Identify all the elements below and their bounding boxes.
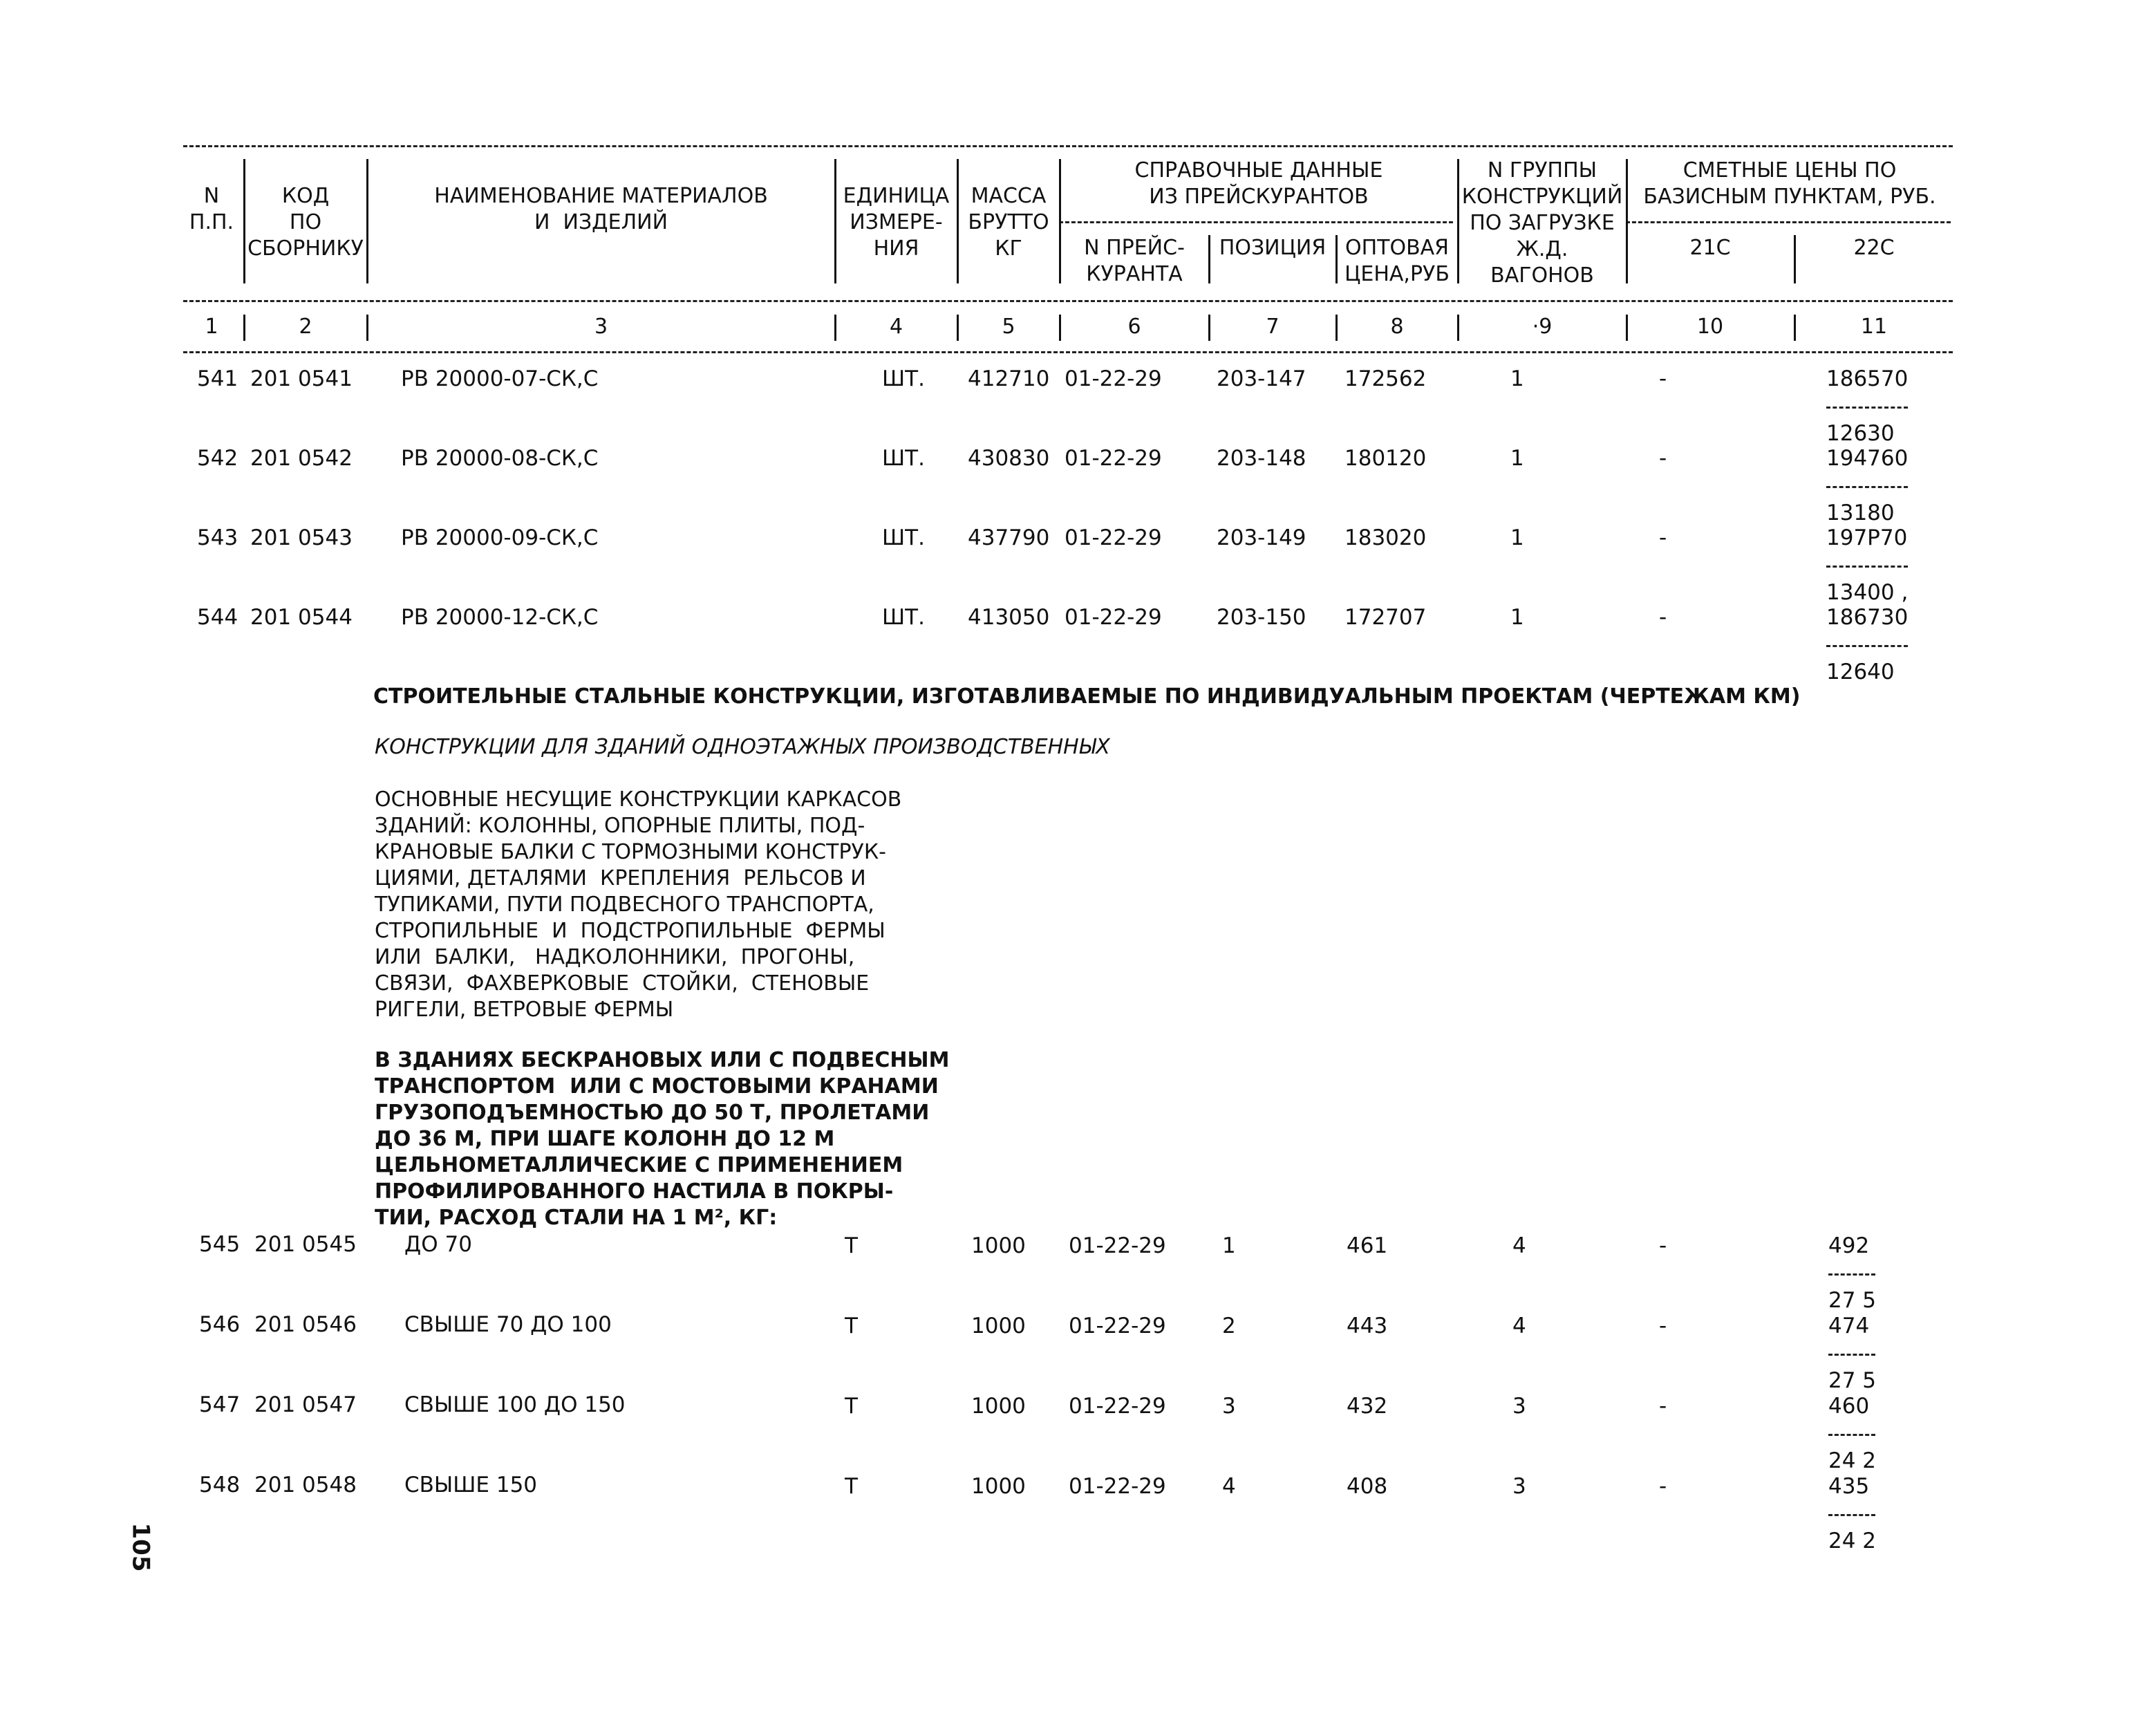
row-price-22c-bottom: 13400 , [1826, 580, 1909, 605]
colnum: 5 [1002, 315, 1015, 339]
row-code: 201 0546 [254, 1312, 357, 1337]
row-price-21c: - [1659, 1314, 1667, 1338]
row-number: 548 [199, 1473, 241, 1497]
header-group-reference: СПРАВОЧНЫЕ ДАННЫЕ ИЗ ПРЕЙСКУРАНТОВ [1134, 158, 1383, 209]
row-position: 203-150 [1217, 605, 1306, 630]
row-wholesale-price: 180120 [1344, 446, 1427, 471]
header-col9: N ГРУППЫ КОНСТРУКЦИЙ ПО ЗАГРУЗКЕ Ж.Д. ВАГОНОВ [1461, 158, 1623, 288]
row-price-22c-top: 435 [1828, 1474, 1870, 1499]
fraction-line [1828, 1354, 1875, 1356]
row-number: 545 [199, 1232, 241, 1257]
row-group: 3 [1512, 1474, 1526, 1499]
row-mass: 437790 [968, 525, 1050, 550]
fraction-line [1828, 1514, 1875, 1516]
row-price-22c-bottom: 27 5 [1828, 1288, 1877, 1313]
row-group: 1 [1510, 525, 1524, 550]
row-unit: Т [845, 1233, 858, 1258]
row-pricelist: 01-22-29 [1065, 525, 1162, 550]
row-wholesale-price: 408 [1347, 1474, 1388, 1499]
row-name: РВ 20000-07-СК,С [401, 366, 599, 391]
section-description: ОСНОВНЫЕ НЕСУЩИЕ КОНСТРУКЦИИ КАРКАСОВ ЗДАНИЙ: КОЛОННЫ, ОПОРНЫЕ ПЛИТЫ, ПОД- КРАНОВЫЕ БАЛКИ С ТОРМОЗНЫМИ КОНСТРУК- ЦИЯМИ, ДЕТАЛЯМИ КРЕПЛЕНИЯ РЕЛЬСОВ И ТУПИКАМИ, ПУТИ ПОДВЕСНОГО ТРАНСПОРТА, СТРОПИЛЬНЫЕ И ПОДСТРОПИЛЬНЫЕ ФЕРМЫ ИЛИ БАЛКИ, НАДКОЛОННИКИ, ПРОГОНЫ, СВЯЗИ, ФАХВЕРКОВЫЕ СТОЙКИ, СТЕНОВЫЕ РИГЕЛИ, ВЕТРОВЫЕ ФЕРМЫ [375, 787, 902, 1022]
row-position: 203-149 [1217, 525, 1306, 550]
row-pricelist: 01-22-29 [1069, 1233, 1166, 1258]
row-pricelist: 01-22-29 [1069, 1474, 1166, 1499]
row-price-21c: - [1659, 525, 1667, 550]
header-col11: 22С [1853, 236, 1895, 260]
row-price-22c-top: 186730 [1826, 605, 1909, 630]
section-title: СТРОИТЕЛЬНЫЕ СТАЛЬНЫЕ КОНСТРУКЦИИ, ИЗГОТАВЛИВАЕМЫЕ ПО ИНДИВИДУАЛЬНЫМ ПРОЕКТАМ (ЧЕРТЕЖАМ КМ) [373, 684, 1801, 709]
row-unit: ШТ. [882, 605, 925, 630]
header-bottom-rule [183, 300, 1953, 302]
row-position: 4 [1222, 1474, 1236, 1499]
header-col4: ЕДИНИЦА ИЗМЕРЕ- НИЯ [843, 184, 950, 261]
row-price-22c-bottom: 12640 [1826, 660, 1895, 684]
row-group: 4 [1512, 1314, 1526, 1338]
colnum: ·9 [1532, 315, 1553, 339]
section-conditions: В ЗДАНИЯХ БЕСКРАНОВЫХ ИЛИ С ПОДВЕСНЫМ ТРАНСПОРТОМ ИЛИ С МОСТОВЫМИ КРАНАМИ ГРУЗОПОДЪЕМНОСТЬЮ ДО 50 Т, ПРОЛЕТАМИ ДО 36 М, ПРИ ШАГЕ КОЛОНН ДО 12 М ЦЕЛЬНОМЕТАЛЛИЧЕСКИЕ С ПРИМЕНЕНИЕМ ПРОФИЛИРОВАННОГО НАСТИЛА В ПОКРЫ- ТИИ, РАСХОД СТАЛИ НА 1 М², КГ: [375, 1048, 950, 1230]
page-number: 105 [126, 1522, 155, 1572]
colnum: 3 [594, 315, 608, 339]
row-pricelist: 01-22-29 [1065, 366, 1162, 391]
header-col2: КОД ПО СБОРНИКУ [247, 184, 364, 261]
row-number: 544 [197, 605, 238, 630]
row-price-21c: - [1659, 1233, 1667, 1258]
header-top-rule [183, 145, 1953, 147]
colnum: 8 [1390, 315, 1404, 339]
colnum: 11 [1860, 315, 1888, 339]
row-pricelist: 01-22-29 [1065, 446, 1162, 471]
row-group: 1 [1510, 605, 1524, 630]
fraction-line [1828, 1434, 1875, 1436]
colnum: 1 [205, 315, 218, 339]
row-position: 203-147 [1217, 366, 1306, 391]
colnum: 4 [889, 315, 903, 339]
row-number: 543 [197, 525, 238, 550]
row-wholesale-price: 172562 [1344, 366, 1427, 391]
row-mass: 1000 [971, 1474, 1026, 1499]
row-price-22c-bottom: 24 2 [1828, 1529, 1877, 1553]
row-price-22c-bottom: 27 5 [1828, 1368, 1877, 1393]
row-code: 201 0545 [254, 1232, 357, 1257]
fraction-line [1826, 486, 1908, 488]
row-price-21c: - [1659, 1474, 1667, 1499]
row-code: 201 0542 [250, 446, 353, 471]
row-name: ДО 70 [404, 1232, 472, 1257]
row-group: 1 [1510, 446, 1524, 471]
row-mass: 1000 [971, 1314, 1026, 1338]
row-group: 3 [1512, 1394, 1526, 1419]
row-wholesale-price: 443 [1347, 1314, 1388, 1338]
row-name: СВЫШЕ 150 [404, 1473, 538, 1497]
row-price-21c: - [1659, 366, 1667, 391]
colnum-bottom-rule [183, 351, 1953, 353]
row-group: 1 [1510, 366, 1524, 391]
row-wholesale-price: 183020 [1344, 525, 1427, 550]
header-col1: N П.П. [189, 184, 234, 234]
fraction-line [1826, 407, 1908, 409]
row-price-22c-bottom: 12630 [1826, 421, 1895, 446]
row-name: РВ 20000-09-СК,С [401, 525, 599, 550]
header-col7: ПОЗИЦИЯ [1219, 236, 1327, 260]
row-code: 201 0548 [254, 1473, 357, 1497]
colnum: 2 [299, 315, 312, 339]
row-position: 1 [1222, 1233, 1236, 1258]
row-position: 3 [1222, 1394, 1236, 1419]
row-name: РВ 20000-08-СК,С [401, 446, 599, 471]
row-code: 201 0541 [250, 366, 353, 391]
row-price-22c-top: 460 [1828, 1394, 1870, 1419]
header-group-rule-prices [1626, 221, 1951, 223]
row-unit: ШТ. [882, 525, 925, 550]
row-price-21c: - [1659, 605, 1667, 630]
row-price-21c: - [1659, 1394, 1667, 1419]
row-mass: 1000 [971, 1233, 1026, 1258]
row-pricelist: 01-22-29 [1065, 605, 1162, 630]
fraction-line [1828, 1273, 1875, 1276]
header-group-rule-ref [1059, 221, 1453, 223]
row-code: 201 0547 [254, 1392, 357, 1417]
row-position: 203-148 [1217, 446, 1306, 471]
row-pricelist: 01-22-29 [1069, 1394, 1166, 1419]
row-price-22c-top: 492 [1828, 1233, 1870, 1258]
section-subtitle: КОНСТРУКЦИИ ДЛЯ ЗДАНИЙ ОДНОЭТАЖНЫХ ПРОИЗВОДСТВЕННЫХ [375, 735, 1110, 759]
row-unit: ШТ. [882, 366, 925, 391]
row-price-22c-top: 474 [1828, 1314, 1870, 1338]
row-code: 201 0543 [250, 525, 353, 550]
row-unit: Т [845, 1314, 858, 1338]
colnum: 7 [1266, 315, 1279, 339]
row-unit: ШТ. [882, 446, 925, 471]
fraction-line [1826, 645, 1908, 647]
row-code: 201 0544 [250, 605, 353, 630]
row-unit: Т [845, 1474, 858, 1499]
header-col8: ОПТОВАЯ ЦЕНА,РУБ [1344, 236, 1450, 286]
row-wholesale-price: 172707 [1344, 605, 1427, 630]
row-name: СВЫШЕ 100 ДО 150 [404, 1392, 626, 1417]
header-col5: МАССА БРУТТО КГ [968, 184, 1049, 261]
row-group: 4 [1512, 1233, 1526, 1258]
header-col6: N ПРЕЙС- КУРАНТА [1084, 236, 1185, 286]
row-unit: Т [845, 1394, 858, 1419]
row-wholesale-price: 432 [1347, 1394, 1388, 1419]
colnum: 6 [1127, 315, 1141, 339]
fraction-line [1826, 566, 1908, 568]
row-number: 546 [199, 1312, 241, 1337]
row-price-21c: - [1659, 446, 1667, 471]
row-mass: 430830 [968, 446, 1050, 471]
row-position: 2 [1222, 1314, 1236, 1338]
header-group-prices: СМЕТНЫЕ ЦЕНЫ ПО БАЗИСНЫМ ПУНКТАМ, РУБ. [1643, 158, 1936, 209]
row-wholesale-price: 461 [1347, 1233, 1388, 1258]
row-mass: 1000 [971, 1394, 1026, 1419]
row-price-22c-top: 194760 [1826, 446, 1909, 471]
header-col3: НАИМЕНОВАНИЕ МАТЕРИАЛОВ И ИЗДЕЛИЙ [434, 184, 768, 234]
row-mass: 413050 [968, 605, 1050, 630]
colnum: 10 [1696, 315, 1724, 339]
row-number: 541 [197, 366, 238, 391]
row-price-22c-bottom: 24 2 [1828, 1448, 1877, 1473]
row-mass: 412710 [968, 366, 1050, 391]
row-number: 547 [199, 1392, 241, 1417]
row-name: РВ 20000-12-СК,С [401, 605, 599, 630]
header-col10: 21С [1689, 236, 1731, 260]
row-price-22c-top: 197Р70 [1826, 525, 1908, 550]
row-number: 542 [197, 446, 238, 471]
row-pricelist: 01-22-29 [1069, 1314, 1166, 1338]
row-name: СВЫШЕ 70 ДО 100 [404, 1312, 612, 1337]
row-price-22c-top: 186570 [1826, 366, 1909, 391]
row-price-22c-bottom: 13180 [1826, 501, 1895, 525]
